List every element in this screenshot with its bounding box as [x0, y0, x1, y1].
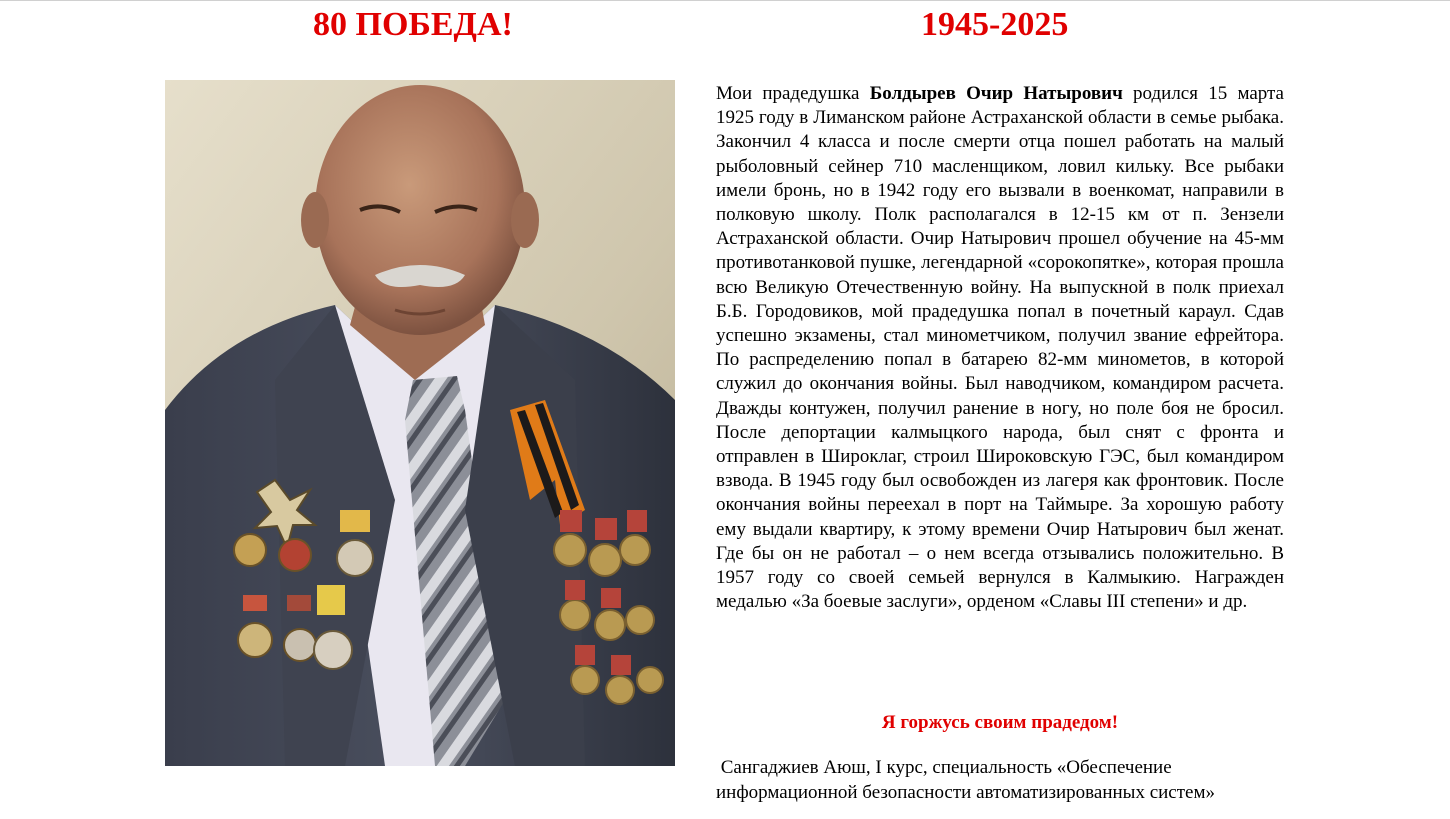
author-line-2: информационной безопасности автоматизированных систем»: [716, 782, 1215, 803]
veteran-photo: [165, 80, 675, 766]
years-title: 1945-2025: [921, 6, 1069, 43]
bio-lead: Мои прадедушка: [716, 83, 870, 104]
bio-body: родился 15 марта 1925 году в Лиманском районе Астраханской области в семье рыбака. Закончил 4 класса и после смерти отца пошел работать на малый рыболовный сейнер 710 масленщиком, ловил кильку. Все рыбаки имели бронь, но в 1942 году его вызвали в военкомат, направили в полковую школу. Полк располагался в 12-15 км от п. Зензели Астраханской области. Очир Натырович прошел обучение на 45-мм противотанковой пушке, легендарной «сорокопятке», которая прошла всю Великую Отечественную войну. На выпускной в полк приехал Б.Б. Городовиков, мой прадедушка попал в почетный караул. Сдав успешно экзамены, стал минометчиком, получил звание ефрейтора. По распределению попал в батарею 82-мм минометов, в которой служил до окончания войны. Был наводчиком, командиром расчета. Дважды контужен, получил ранение в ногу, но поле боя не бросил. После депортации калмыцкого народа, был снят с фронта и отправлен в Широклаг, строил Широковскую ГЭС, был командиром взвода. В 1945 году был освобожден из лагеря как фронтовик. После окончания войны переехал в порт на Таймыре. За хорошую работу ему выдали квартиру, к этому времени Очир Натырович был женат. Где бы он не работал – о нем всегда отзывались положительно. В 1957 году со своей семьей вернулся в Калмыкию. Награжден медалью «За боевые заслуги», орденом «Славы III степени» и др.: [716, 83, 1284, 613]
pride-statement: Я горжусь своим прадедом!: [881, 712, 1119, 733]
biography-text: [716, 82, 1284, 614]
veteran-name: Болдырев Очир Натырович: [869, 83, 1123, 104]
victory-title: 80 ПОБЕДА!: [313, 6, 513, 43]
author-line-1: Сангаджиев Аюш, I курс, специальность «Обеспечение: [716, 757, 1172, 778]
author-credit: [716, 755, 1316, 805]
top-divider: [0, 0, 1450, 1]
